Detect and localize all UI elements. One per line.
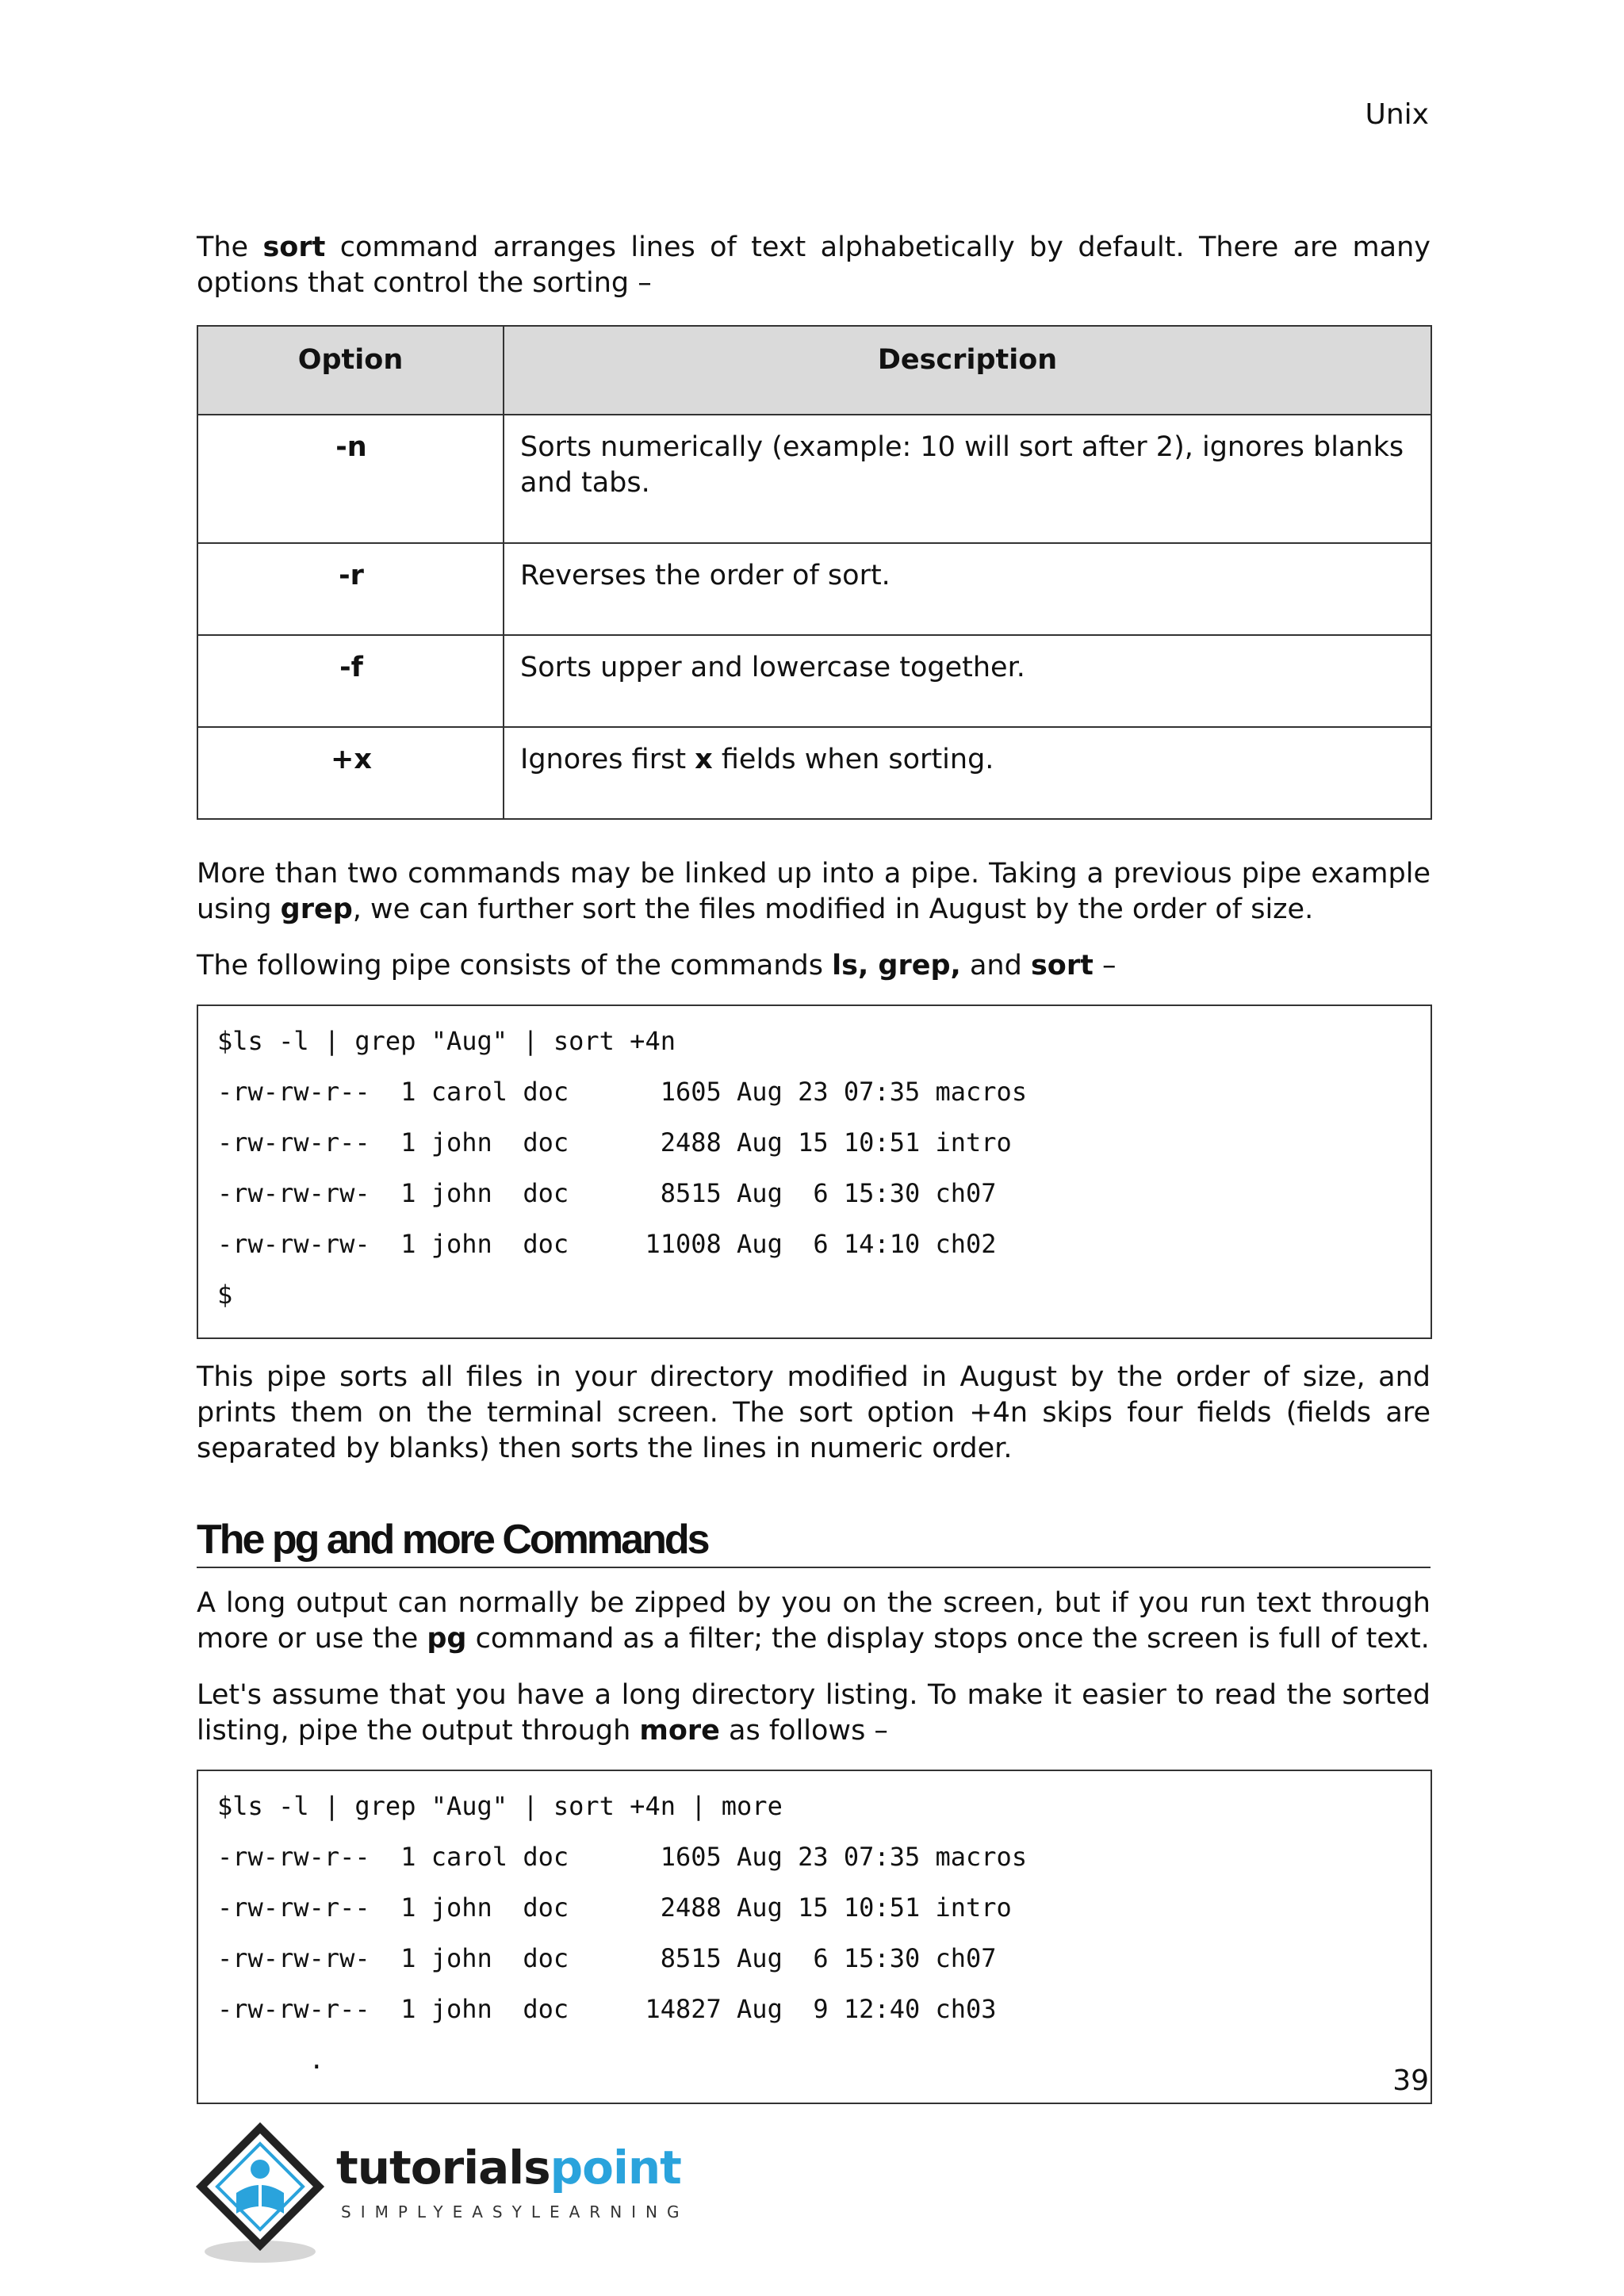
pg-paragraph bbox=[197, 1586, 1431, 1657]
tutorialspoint-logo bbox=[195, 2117, 687, 2267]
option-cell: -r bbox=[197, 543, 504, 635]
code-line: $ bbox=[217, 1280, 233, 1310]
desc-text-1: Ignores first bbox=[520, 744, 695, 775]
code-line: $ls -l | grep "Aug" | sort +4n bbox=[217, 1026, 676, 1056]
section-heading: The pg and more Commands bbox=[197, 1516, 1431, 1568]
following-text-2: and bbox=[960, 950, 1031, 982]
code-line: $ls -l | grep "Aug" | sort +4n | more bbox=[217, 1791, 783, 1821]
description-cell: Sorts upper and lowercase together. bbox=[504, 635, 1431, 727]
explain-paragraph: This pipe sorts all files in your directory modified in August by the order of size, and prints them on the terminal screen. The sort option +4n skips four fields (fields are separated by blanks) then sorts the lines in numeric order. bbox=[197, 1361, 1431, 1464]
code-line: -rw-rw-r-- 1 john doc 2488 Aug 15 10:51 intro bbox=[217, 1127, 1012, 1158]
logo-word-dark: tutorials bbox=[336, 2141, 550, 2195]
following-bold-2: sort bbox=[1030, 950, 1094, 982]
table-row bbox=[197, 415, 1431, 543]
desc-text-2: fields when sorting. bbox=[712, 744, 994, 775]
table-header-row bbox=[197, 326, 1431, 415]
assume-text-1: Let's assume that you have a long directory listing. To make it easier to read the sorted listing, pipe the output through bbox=[197, 1679, 1431, 1747]
option-cell: -f bbox=[197, 635, 504, 727]
code-line: -rw-rw-rw- 1 john doc 8515 Aug 6 15:30 ch07 bbox=[217, 1178, 997, 1208]
intro-command: sort bbox=[262, 232, 326, 263]
following-bold-1: ls, grep, bbox=[832, 950, 961, 982]
intro-paragraph bbox=[197, 230, 1431, 301]
following-paragraph bbox=[197, 948, 1431, 984]
code-line: -rw-rw-rw- 1 john doc 11008 Aug 6 14:10 ch02 bbox=[217, 1229, 997, 1259]
description-cell: Reverses the order of sort. bbox=[504, 543, 1431, 635]
pipe-bold: grep bbox=[280, 894, 353, 925]
code-line: -rw-rw-r-- 1 john doc 2488 Aug 15 10:51 intro bbox=[217, 1892, 1012, 1923]
code-block-more bbox=[197, 1770, 1432, 2104]
option-cell: -n bbox=[197, 415, 504, 543]
pipe-text-2: , we can further sort the files modified in August by the order of size. bbox=[352, 894, 1314, 925]
pg-bold: pg bbox=[427, 1623, 467, 1655]
pipe-paragraph bbox=[197, 856, 1431, 928]
description-cell: Sorts numerically (example: 10 will sort after 2), ignores blanks and tabs. bbox=[504, 415, 1431, 543]
header-option: Option bbox=[197, 326, 504, 415]
code-line: -rw-rw-r-- 1 carol doc 1605 Aug 23 07:35 macros bbox=[217, 1842, 1028, 1872]
code-line: -rw-rw-r-- 1 carol doc 1605 Aug 23 07:35 macros bbox=[217, 1077, 1028, 1107]
code-line: -rw-rw-r-- 1 john doc 14827 Aug 9 12:40 ch03 bbox=[217, 1994, 997, 2024]
logo-mark-icon bbox=[195, 2117, 330, 2267]
assume-paragraph bbox=[197, 1678, 1431, 1749]
table-row bbox=[197, 635, 1431, 727]
logo-wordmark bbox=[336, 2141, 681, 2195]
code-block-sort bbox=[197, 1004, 1432, 1339]
intro-text-1: The bbox=[197, 232, 263, 263]
pg-text-1: A long output can normally be zipped by you on the screen, but if you run text through more or use the bbox=[197, 1587, 1431, 1655]
description-cell bbox=[504, 727, 1431, 819]
intro-text-2: command arranges lines of text alphabetically by default. There are many options that control the sorting – bbox=[197, 232, 1431, 299]
table-row bbox=[197, 727, 1431, 819]
logo-tagline: SIMPLYEASYLEARNING bbox=[341, 2202, 689, 2221]
logo-word-accent: point bbox=[550, 2141, 681, 2195]
desc-bold: x bbox=[695, 744, 713, 775]
pg-text-2: command as a filter; the display stops once the screen is full of text. bbox=[466, 1623, 1430, 1655]
following-text-3: – bbox=[1093, 950, 1116, 982]
running-header: Unix bbox=[1365, 98, 1429, 131]
assume-text-2: as follows – bbox=[719, 1715, 888, 1747]
sort-options-table bbox=[197, 325, 1432, 820]
code-line: . bbox=[217, 2045, 324, 2075]
page-number: 39 bbox=[1392, 2064, 1429, 2097]
table-row bbox=[197, 543, 1431, 635]
option-cell: +x bbox=[197, 727, 504, 819]
pipe-text-1: More than two commands may be linked up into a pipe. Taking a previous pipe example using bbox=[197, 858, 1431, 925]
following-text-1: The following pipe consists of the commands bbox=[197, 950, 833, 982]
page-content bbox=[197, 230, 1431, 2125]
code-line: -rw-rw-rw- 1 john doc 8515 Aug 6 15:30 ch07 bbox=[217, 1943, 997, 1973]
header-description: Description bbox=[504, 326, 1431, 415]
assume-bold: more bbox=[639, 1715, 720, 1747]
